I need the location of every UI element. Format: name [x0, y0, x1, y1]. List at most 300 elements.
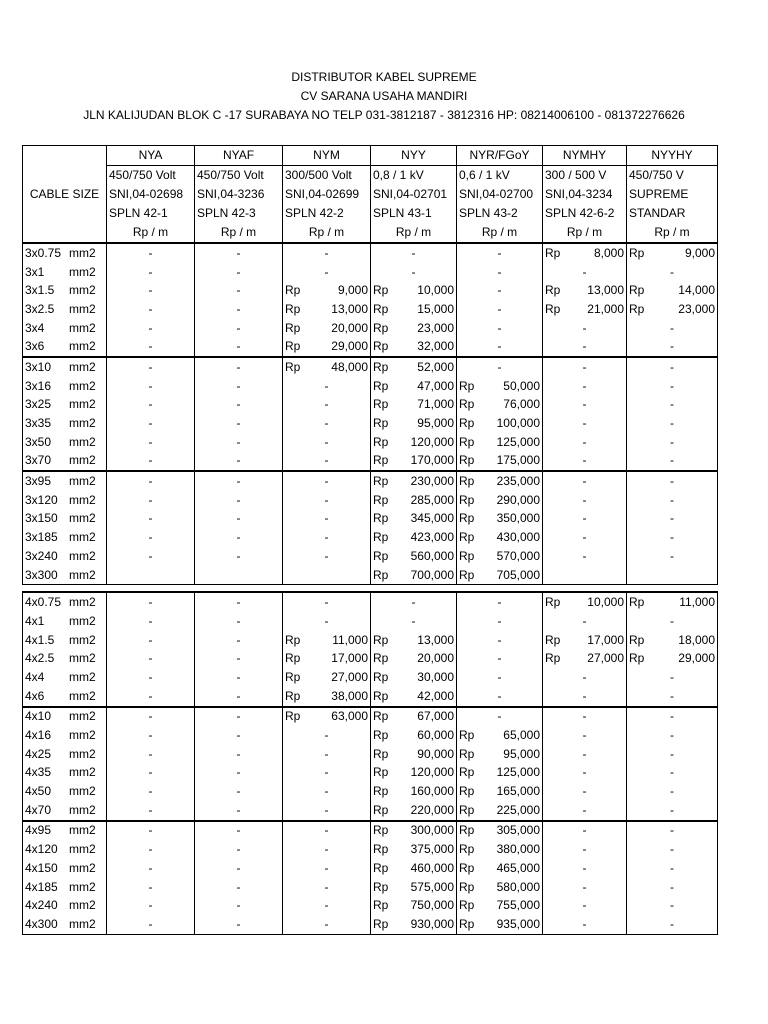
- price-value: 125,000: [496, 765, 540, 780]
- table-row: [23, 859, 718, 878]
- table-row: [23, 471, 718, 491]
- price-value: 235,000: [496, 474, 540, 489]
- price-cell: -: [283, 782, 371, 801]
- currency-label: Rp: [373, 802, 389, 817]
- currency-label: Rp: [373, 434, 389, 449]
- currency-label: Rp: [373, 378, 389, 393]
- cable-size-cell: [23, 452, 107, 472]
- price-cell: -: [457, 649, 543, 668]
- price-cell: -: [543, 396, 627, 415]
- cable-size-value: 3x1: [25, 264, 45, 279]
- currency-label: Rp: [285, 709, 301, 724]
- price-value: 52,000: [417, 359, 454, 374]
- price-cell: -: [283, 491, 371, 510]
- price-cell: [371, 649, 457, 668]
- price-value: 11,000: [679, 595, 715, 610]
- price-cell: -: [107, 840, 195, 859]
- price-cell: [371, 764, 457, 783]
- currency-label: Rp: [373, 916, 389, 931]
- price-cell: -: [543, 915, 627, 934]
- price-cell: -: [195, 764, 283, 783]
- column-header-unit: Rp / m: [283, 223, 371, 243]
- table-row: [23, 878, 718, 897]
- header-row-spec1: [23, 166, 718, 186]
- price-cell: -: [543, 377, 627, 396]
- price-value: 380,000: [496, 842, 540, 857]
- price-cell: -: [107, 319, 195, 338]
- price-cell: -: [283, 377, 371, 396]
- column-header-spec2: SNI,04-02699: [283, 185, 371, 204]
- column-header-name: NYM: [283, 146, 371, 166]
- price-cell: -: [107, 263, 195, 282]
- cable-size-value: 4x0.75: [25, 595, 62, 610]
- price-cell: -: [107, 471, 195, 491]
- price-cell: -: [627, 726, 718, 745]
- price-cell: -: [107, 915, 195, 934]
- currency-label: Rp: [459, 842, 475, 857]
- price-value: 345,000: [410, 511, 454, 526]
- cable-size-unit: mm2: [69, 860, 96, 875]
- price-cell: -: [107, 859, 195, 878]
- price-value: 375,000: [410, 842, 454, 857]
- column-header-spec2: SNI,04-3234: [543, 185, 627, 204]
- price-value: 47,000: [417, 378, 454, 393]
- price-cell: [371, 491, 457, 510]
- currency-label: Rp: [629, 245, 645, 260]
- cable-size-value: 3x50: [25, 434, 52, 449]
- currency-label: Rp: [285, 359, 301, 374]
- price-cell: [457, 859, 543, 878]
- price-cell: -: [195, 612, 283, 631]
- price-value: 21,000: [587, 301, 624, 316]
- cable-size-unit: mm2: [69, 416, 96, 431]
- price-value: 11,000: [332, 632, 368, 647]
- price-cell: -: [627, 452, 718, 472]
- price-cell: -: [627, 263, 718, 282]
- cable-size-cell: [23, 414, 107, 433]
- price-cell: -: [107, 649, 195, 668]
- price-cell: -: [457, 243, 543, 263]
- currency-label: Rp: [285, 339, 301, 354]
- price-cell: -: [195, 801, 283, 821]
- price-cell: -: [107, 764, 195, 783]
- table-row: [23, 566, 718, 585]
- price-value: 100,000: [496, 416, 540, 431]
- column-header-spec2: SUPREME: [627, 185, 718, 204]
- header-row-unit: [23, 223, 718, 243]
- cable-size-cell: [23, 300, 107, 319]
- cable-size-value: 3x6: [25, 339, 45, 354]
- price-cell: -: [107, 631, 195, 650]
- price-cell: -: [627, 396, 718, 415]
- cable-size-cell: [23, 687, 107, 707]
- currency-label: Rp: [285, 669, 301, 684]
- currency-label: Rp: [459, 397, 475, 412]
- cable-size-unit: mm2: [69, 434, 96, 449]
- header-company: DISTRIBUTOR KABEL SUPREME: [291, 70, 477, 84]
- column-header-spec2: SNI,04-02700: [457, 185, 543, 204]
- price-cell: -: [195, 649, 283, 668]
- cable-size-unit: mm2: [69, 301, 96, 316]
- header-row-names: [23, 146, 718, 166]
- price-cell: -: [543, 859, 627, 878]
- cable-size-unit: mm2: [69, 511, 96, 526]
- price-value: 700,000: [410, 567, 454, 582]
- table-row: [23, 801, 718, 821]
- price-cell: -: [457, 263, 543, 282]
- currency-label: Rp: [373, 860, 389, 875]
- price-cell: -: [457, 357, 543, 377]
- currency-label: Rp: [545, 651, 561, 666]
- currency-label: Rp: [373, 474, 389, 489]
- price-cell: [627, 243, 718, 263]
- price-value: 38,000: [331, 688, 368, 703]
- cable-size-unit: mm2: [69, 728, 96, 743]
- table-row: [23, 764, 718, 783]
- table-row: [23, 592, 718, 612]
- currency-label: Rp: [373, 746, 389, 761]
- table-row: [23, 687, 718, 707]
- price-cell: -: [195, 452, 283, 472]
- price-cell: -: [195, 414, 283, 433]
- column-header-spec3: SPLN 42-1: [107, 204, 195, 223]
- cable-size-value: 4x150: [25, 860, 58, 875]
- currency-label: Rp: [629, 632, 645, 647]
- price-cell: -: [195, 668, 283, 687]
- price-cell: -: [195, 377, 283, 396]
- price-cell: [283, 631, 371, 650]
- price-cell: [371, 319, 457, 338]
- column-header-unit: Rp / m: [457, 223, 543, 243]
- price-value: 285,000: [410, 492, 454, 507]
- price-cell: -: [627, 764, 718, 783]
- price-value: 14,000: [678, 283, 715, 298]
- price-cell: [371, 668, 457, 687]
- currency-label: Rp: [545, 632, 561, 647]
- price-cell: [371, 547, 457, 566]
- price-cell: -: [457, 337, 543, 357]
- price-cell: -: [283, 452, 371, 472]
- price-cell: -: [195, 491, 283, 510]
- price-cell: [543, 300, 627, 319]
- price-cell: -: [195, 859, 283, 878]
- currency-label: Rp: [545, 301, 561, 316]
- price-cell: [457, 566, 543, 585]
- price-value: 175,000: [496, 453, 540, 468]
- price-cell: -: [627, 433, 718, 452]
- currency-label: Rp: [459, 746, 475, 761]
- price-cell: -: [195, 337, 283, 357]
- cable-size-cell: [23, 612, 107, 631]
- price-cell: [371, 337, 457, 357]
- currency-label: Rp: [373, 320, 389, 335]
- price-cell: [543, 281, 627, 300]
- price-cell: [371, 566, 457, 585]
- table-row: [23, 547, 718, 566]
- cable-size-unit: mm2: [69, 842, 96, 857]
- price-cell: -: [195, 707, 283, 727]
- table-row: [23, 896, 718, 915]
- price-cell: -: [543, 357, 627, 377]
- cable-size-cell: [23, 896, 107, 915]
- currency-label: Rp: [629, 301, 645, 316]
- cable-size-cell: [23, 649, 107, 668]
- currency-label: Rp: [373, 879, 389, 894]
- price-cell: -: [195, 471, 283, 491]
- cable-size-unit: mm2: [69, 632, 96, 647]
- currency-label: Rp: [545, 283, 561, 298]
- column-header-unit: Rp / m: [371, 223, 457, 243]
- price-cell: -: [195, 510, 283, 529]
- cable-size-unit: mm2: [69, 669, 96, 684]
- cable-size-value: 4x185: [25, 879, 58, 894]
- cable-size-value: 4x1.5: [25, 632, 55, 647]
- price-cell: -: [283, 510, 371, 529]
- price-cell: [371, 300, 457, 319]
- price-value: 9,000: [684, 245, 715, 260]
- price-cell: -: [543, 707, 627, 727]
- price-value: 220,000: [410, 802, 454, 817]
- price-cell: -: [627, 915, 718, 934]
- cable-size-cell: [23, 528, 107, 547]
- currency-label: Rp: [459, 434, 475, 449]
- price-cell: -: [283, 396, 371, 415]
- price-cell: -: [627, 612, 718, 631]
- table-row: [23, 377, 718, 396]
- currency-label: Rp: [373, 765, 389, 780]
- price-cell: -: [283, 612, 371, 631]
- price-cell: -: [107, 547, 195, 566]
- cable-size-value: 3x4: [25, 320, 45, 335]
- column-header-unit: Rp / m: [107, 223, 195, 243]
- cable-size-cell: [23, 915, 107, 934]
- cable-size-cell: [23, 337, 107, 357]
- price-cell: -: [627, 319, 718, 338]
- price-cell: -: [543, 337, 627, 357]
- price-cell: -: [107, 687, 195, 707]
- price-cell: [371, 631, 457, 650]
- cable-size-value: 4x35: [25, 765, 52, 780]
- price-cell: -: [627, 840, 718, 859]
- cable-size-unit: mm2: [69, 567, 96, 582]
- price-value: 18,000: [678, 632, 715, 647]
- cable-size-value: 3x0.75: [25, 245, 62, 260]
- cable-size-value: 4x120: [25, 842, 58, 857]
- price-cell: [457, 745, 543, 764]
- cable-size-value: 4x10: [25, 709, 52, 724]
- price-value: 60,000: [417, 728, 454, 743]
- cable-size-unit: mm2: [69, 359, 96, 374]
- price-cell: [457, 510, 543, 529]
- price-value: 423,000: [410, 530, 454, 545]
- cable-size-unit: mm2: [69, 916, 96, 931]
- cable-size-unit: mm2: [69, 453, 96, 468]
- price-value: 30,000: [417, 669, 454, 684]
- cable-size-value: 3x150: [25, 511, 58, 526]
- cable-size-unit: mm2: [69, 823, 96, 838]
- price-cell: [371, 471, 457, 491]
- price-value: 71,000: [417, 397, 454, 412]
- price-cell: -: [107, 878, 195, 897]
- column-header-name: NYYHY: [627, 146, 718, 166]
- currency-label: Rp: [459, 511, 475, 526]
- price-cell: [371, 396, 457, 415]
- price-cell: [627, 566, 718, 585]
- cable-size-value: 3x300: [25, 567, 58, 582]
- price-cell: [371, 707, 457, 727]
- table-row: [23, 528, 718, 547]
- price-cell: -: [283, 528, 371, 547]
- price-cell: -: [107, 745, 195, 764]
- price-cell: -: [107, 243, 195, 263]
- cable-size-unit: mm2: [69, 898, 96, 913]
- price-cell: [195, 566, 283, 585]
- price-value: 230,000: [410, 474, 454, 489]
- price-cell: -: [107, 337, 195, 357]
- column-header-name: NYAF: [195, 146, 283, 166]
- price-value: 560,000: [410, 548, 454, 563]
- price-cell: [371, 510, 457, 529]
- price-cell: -: [283, 547, 371, 566]
- price-cell: [457, 801, 543, 821]
- header-address: JLN KALIJUDAN BLOK C -17 SURABAYA NO TELP 031-3812187 - 3812316 HP: 08214006100 - 081372276626: [83, 108, 685, 122]
- price-value: 9,000: [337, 283, 368, 298]
- price-cell: -: [627, 414, 718, 433]
- price-cell: [457, 782, 543, 801]
- price-cell: -: [283, 745, 371, 764]
- price-cell: -: [457, 687, 543, 707]
- cable-size-value: 3x1.5: [25, 283, 55, 298]
- price-cell: [283, 687, 371, 707]
- cable-size-value: 3x25: [25, 397, 52, 412]
- price-cell: -: [543, 840, 627, 859]
- price-cell: [543, 631, 627, 650]
- price-cell: -: [107, 726, 195, 745]
- column-header-spec3: SPLN 42-2: [283, 204, 371, 223]
- cable-size-value: 3x35: [25, 416, 52, 431]
- currency-label: Rp: [629, 283, 645, 298]
- table-row: [23, 649, 718, 668]
- currency-label: Rp: [373, 492, 389, 507]
- price-cell: [457, 396, 543, 415]
- price-cell: -: [195, 396, 283, 415]
- cable-size-unit: mm2: [69, 688, 96, 703]
- price-cell: [283, 707, 371, 727]
- cable-size-value: 3x185: [25, 530, 58, 545]
- cable-size-unit: mm2: [69, 492, 96, 507]
- table-row: [23, 668, 718, 687]
- price-cell: -: [627, 782, 718, 801]
- cable-size-unit: mm2: [69, 283, 96, 298]
- cable-size-cell: [23, 547, 107, 566]
- cable-size-cell: [23, 821, 107, 841]
- cable-size-cell: [23, 801, 107, 821]
- price-cell: [627, 300, 718, 319]
- price-value: 23,000: [417, 320, 454, 335]
- price-cell: [283, 649, 371, 668]
- table-row: [23, 782, 718, 801]
- currency-label: Rp: [285, 688, 301, 703]
- currency-label: Rp: [629, 651, 645, 666]
- price-cell: -: [371, 592, 457, 612]
- price-cell: -: [543, 433, 627, 452]
- price-cell: -: [195, 878, 283, 897]
- price-cell: [371, 801, 457, 821]
- price-cell: [371, 687, 457, 707]
- price-cell: -: [543, 452, 627, 472]
- price-cell: -: [627, 471, 718, 491]
- price-cell: [457, 821, 543, 841]
- currency-label: Rp: [373, 784, 389, 799]
- price-cell: [371, 433, 457, 452]
- column-header-spec1: 0,6 / 1 kV: [457, 166, 543, 186]
- price-value: 305,000: [496, 823, 540, 838]
- table-row: [23, 745, 718, 764]
- cable-size-cell: [23, 491, 107, 510]
- cable-size-cell: [23, 281, 107, 300]
- price-cell: -: [283, 471, 371, 491]
- currency-label: Rp: [459, 474, 475, 489]
- price-cell: -: [283, 840, 371, 859]
- column-header-unit: Rp / m: [543, 223, 627, 243]
- price-cell: [543, 243, 627, 263]
- price-cell: [543, 592, 627, 612]
- price-cell: -: [195, 782, 283, 801]
- price-cell: -: [457, 707, 543, 727]
- cable-size-value: 4x2.5: [25, 651, 55, 666]
- price-value: 120,000: [410, 765, 454, 780]
- currency-label: Rp: [373, 548, 389, 563]
- column-header-unit: Rp / m: [627, 223, 718, 243]
- price-cell: -: [195, 300, 283, 319]
- price-cell: [371, 745, 457, 764]
- currency-label: Rp: [373, 709, 389, 724]
- price-cell: -: [195, 592, 283, 612]
- price-value: 95,000: [417, 416, 454, 431]
- price-cell: [371, 840, 457, 859]
- price-cell: -: [107, 491, 195, 510]
- price-cell: -: [195, 357, 283, 377]
- price-cell: [371, 281, 457, 300]
- cable-size-cell: [23, 764, 107, 783]
- cable-size-value: 3x16: [25, 378, 52, 393]
- column-header-spec3: SPLN 42-6-2: [543, 204, 627, 223]
- price-cell: -: [627, 510, 718, 529]
- table-row: [23, 510, 718, 529]
- price-cell: -: [107, 801, 195, 821]
- price-cell: [457, 528, 543, 547]
- currency-label: Rp: [373, 283, 389, 298]
- price-cell: -: [107, 452, 195, 472]
- price-cell: -: [195, 631, 283, 650]
- currency-label: Rp: [459, 492, 475, 507]
- price-cell: -: [107, 396, 195, 415]
- cable-size-unit: mm2: [69, 651, 96, 666]
- cable-size-cell: [23, 263, 107, 282]
- cable-size-cell: [23, 396, 107, 415]
- cable-size-unit: mm2: [69, 264, 96, 279]
- table-row: [23, 281, 718, 300]
- price-cell: -: [543, 668, 627, 687]
- price-cell: [371, 452, 457, 472]
- price-cell: -: [107, 433, 195, 452]
- price-cell: -: [107, 528, 195, 547]
- price-value: 300,000: [410, 823, 454, 838]
- currency-label: Rp: [373, 301, 389, 316]
- cable-size-value: 4x4: [25, 669, 45, 684]
- cable-size-cell: [23, 319, 107, 338]
- group-separator: [23, 585, 718, 593]
